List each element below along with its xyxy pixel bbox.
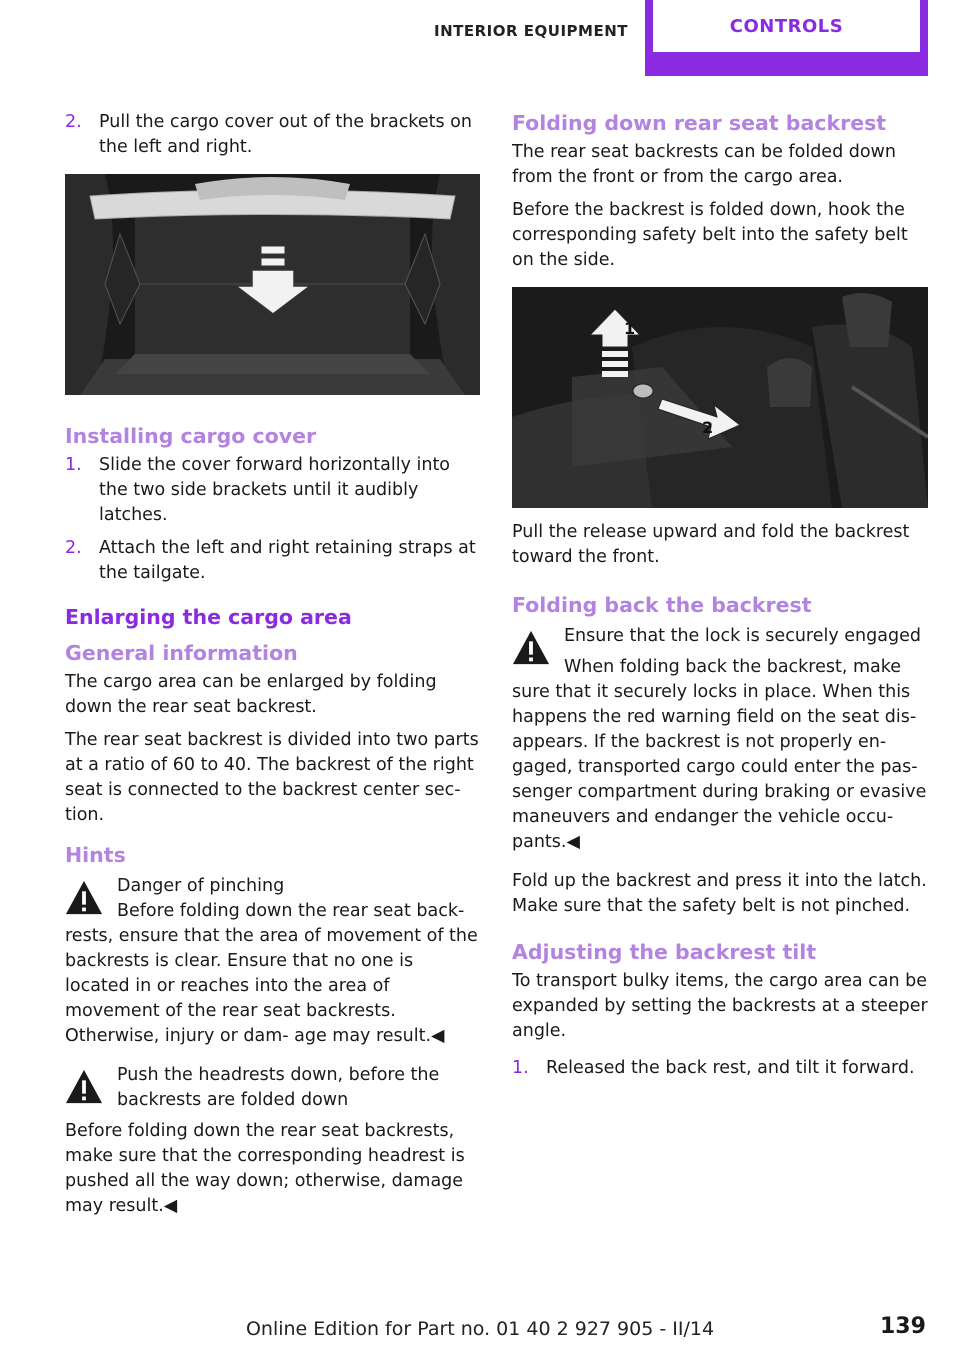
warning-title: Ensure that the lock is securely engaged: [564, 626, 921, 646]
warning-body: sure that it securely locks in place. When this happens the red warning field on the seat dis‐ appears. If the backrest is not properly en‐ gaged, transported cargo could enter the pas‐ senger compartment during braking or evasive maneuvers and endanger the vehicle occu‐ pants.◀: [512, 682, 927, 852]
step-text: Slide the cover forward horizontally into the two side brackets until it audibly latches.: [99, 455, 451, 525]
cargo-cover-illustration: [65, 174, 480, 395]
cargo-cover-figure: [65, 174, 480, 395]
step-pull-cover: [65, 110, 480, 160]
tilt-paragraph: To transport bulky items, the cargo area can be expanded by setting the backrests at a steeper angle.: [512, 971, 928, 1041]
step-number: 2.: [65, 112, 82, 132]
running-header-section: INTERIOR EQUIPMENT: [434, 22, 628, 40]
warning-triangle-icon: [65, 1067, 103, 1107]
install-step-1: [65, 453, 480, 528]
rear-seat-figure: [512, 287, 928, 508]
step-text: Attach the left and right retaining straps at the tailgate.: [99, 538, 476, 583]
figure-label-1: 1: [624, 319, 636, 338]
warning-title: Danger of pinching: [117, 876, 285, 896]
install-step-2: [65, 536, 480, 586]
step-number: 2.: [65, 538, 82, 558]
warning-headrests: [65, 1063, 480, 1113]
edition-footer: Online Edition for Part no. 01 40 2 927 905 - II/14: [245, 1318, 715, 1340]
warning-triangle-icon: [512, 628, 550, 668]
heading-installing-cargo-cover: Installing cargo cover: [65, 424, 317, 448]
warning-lead: When folding back the backrest, make: [564, 657, 902, 677]
heading-folding-back: Folding back the backrest: [512, 593, 812, 617]
figure-label-2: 2: [702, 418, 714, 437]
heading-hints: Hints: [65, 843, 126, 867]
heading-enlarging-cargo-area: Enlarging the cargo area: [65, 605, 352, 629]
folding-down-paragraph-3: Pull the release upward and fold the backrest toward the front.: [512, 522, 910, 567]
rear-seat-illustration: [512, 287, 928, 508]
heading-backrest-tilt: Adjusting the backrest tilt: [512, 940, 817, 964]
warning-body: rests, ensure that the area of movement of the backrests is clear. Ensure that no one is located in or reaches into the area of movement of the rear seat backrests. Otherwise, injury or dam‐ age may result.◀: [65, 926, 478, 1046]
folding-down-paragraph-2: Before the backrest is folded down, hook the corresponding safety belt into the safety belt on the side.: [512, 200, 908, 270]
tilt-step-1: [512, 1056, 928, 1081]
page-number: 139: [880, 1314, 926, 1339]
warning-triangle-icon: [65, 878, 103, 918]
section-tab-label: CONTROLS: [729, 15, 844, 37]
section-tab: [645, 0, 928, 76]
right-column: [512, 110, 928, 1089]
warning-lead: Before folding down the rear seat back‐: [117, 901, 465, 921]
step-number: 1.: [512, 1058, 529, 1078]
general-paragraph-1: The cargo area can be enlarged by folding down the rear seat backrest.: [65, 672, 437, 717]
folding-back-paragraph: Fold up the backrest and press it into the latch. Make sure that the safety belt is not pinched.: [512, 871, 927, 916]
step-number: 1.: [65, 455, 82, 475]
folding-down-paragraph-1: The rear seat backrests can be folded down from the front or from the cargo area.: [512, 142, 896, 187]
warning-body: Before folding down the rear seat backrests, make sure that the corresponding headrest is pushed all the way down; otherwise, damage may result.◀: [65, 1121, 465, 1216]
step-text: Pull the cargo cover out of the brackets on the left and right.: [99, 112, 472, 157]
warning-title: Push the headrests down, before the backrests are folded down: [117, 1065, 440, 1110]
left-column: [65, 110, 480, 1227]
heading-general-information: General information: [65, 641, 298, 665]
step-text: Released the back rest, and tilt it forward.: [546, 1058, 915, 1078]
warning-lock-engaged: [512, 624, 928, 680]
heading-folding-down: Folding down rear seat backrest: [512, 111, 887, 135]
general-paragraph-2: The rear seat backrest is divided into two parts at a ratio of 60 to 40. The backrest of the right seat is connected to the backrest center sec‐ tion.: [65, 730, 479, 825]
warning-pinching: [65, 874, 480, 924]
